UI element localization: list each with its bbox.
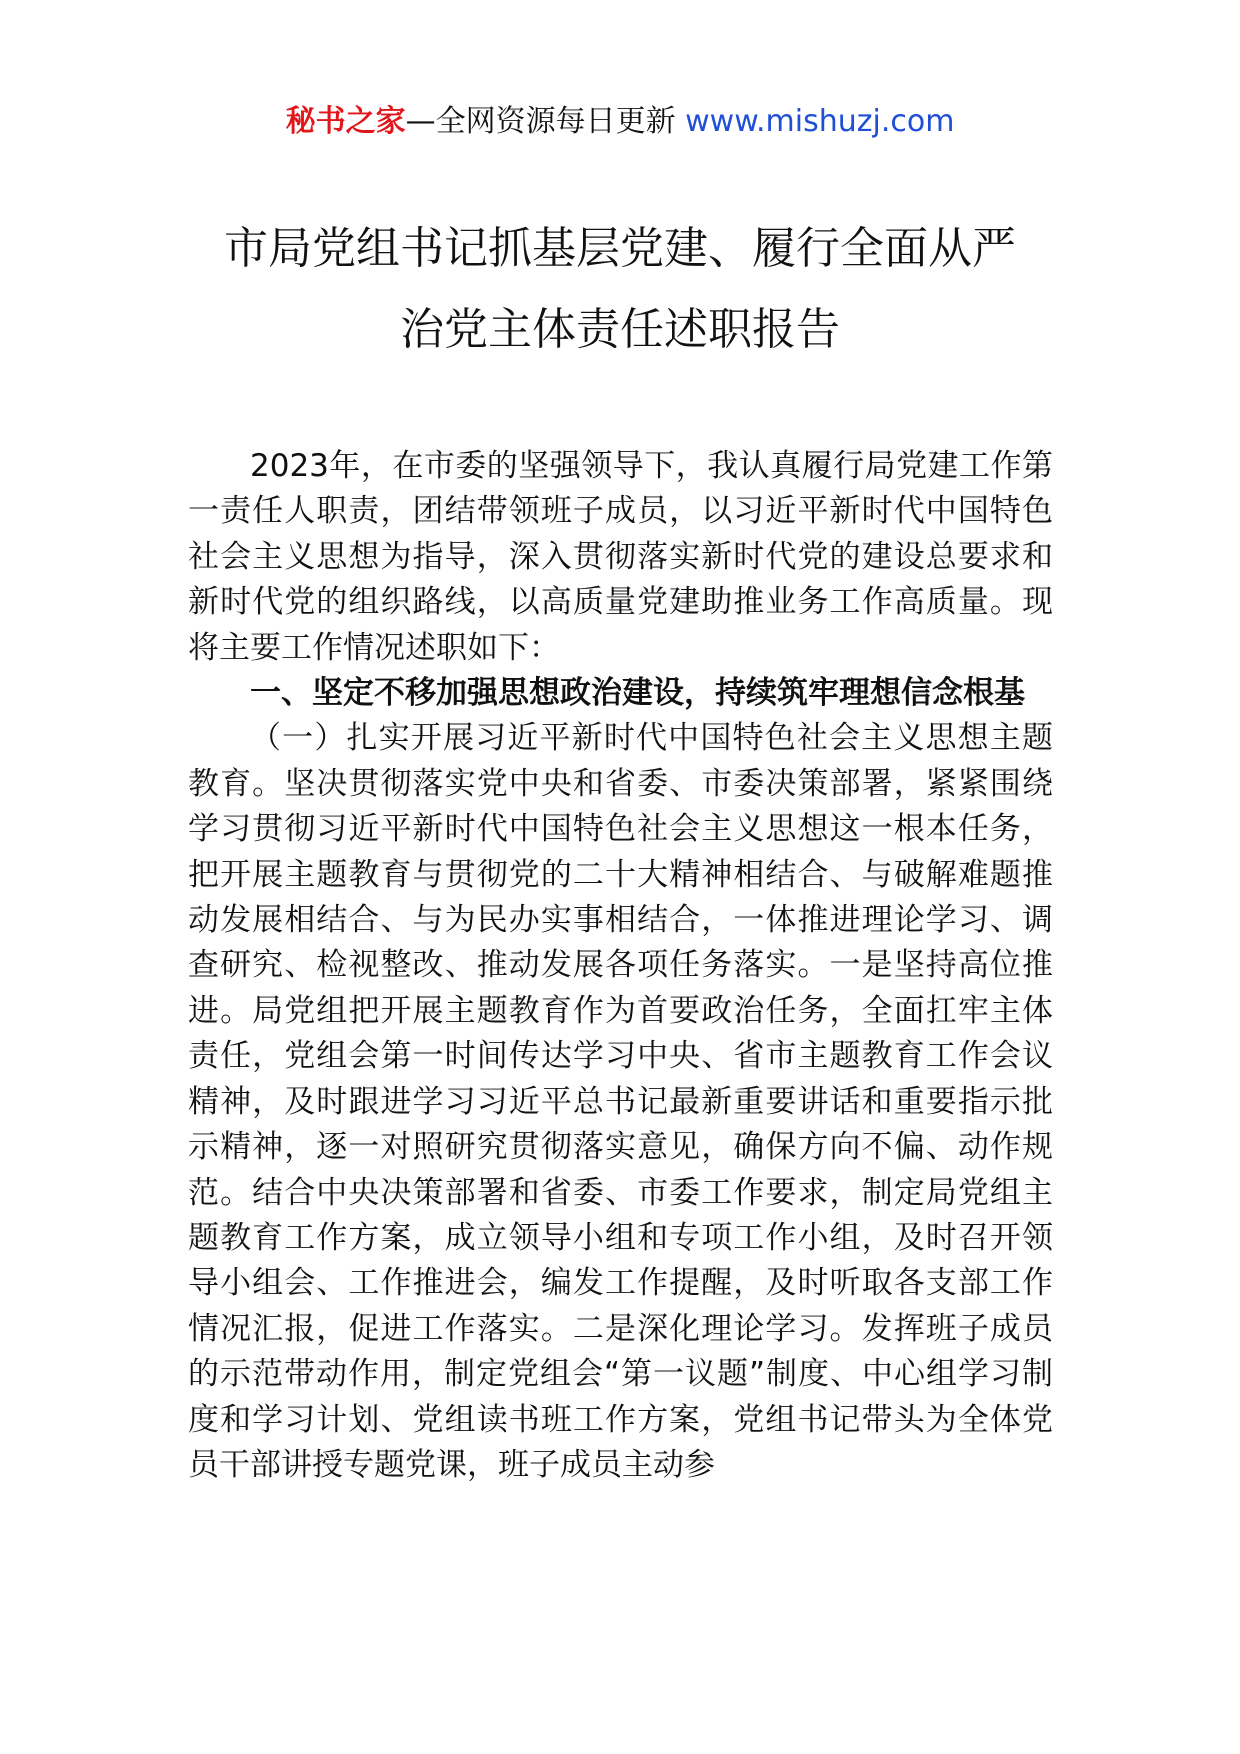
title-line-1: 市局党组书记抓基层党建、履行全面从严 <box>224 223 1016 274</box>
page-header <box>0 100 1240 144</box>
header-slogan: —全网资源每日更新 <box>405 104 676 139</box>
document-title <box>150 208 1090 370</box>
subsection-paragraph-1: （一）扎实开展习近平新时代中国特色社会主义思想主题教育。坚决贯彻落实党中央和省委、市委决策部署，紧紧围绕学习贯彻习近平新时代中国特色社会主义思想这一根本任务，把开展主题教育与贯彻党的二十大精神相结合、与破解难题推动发展相结合、与为民办实事相结合，一体推进理论学习、调查研究、检视整改、推动发展各项任务落实。一是坚持高位推进。局党组把开展主题教育作为首要政治任务，全面扛牢主体责任，党组会第一时间传达学习中央、省市主题教育工作会议精神，及时跟进学习习近平总书记最新重要讲话和重要指示批示精神，逐一对照研究贯彻落实意见，确保方向不偏、动作规范。结合中央决策部署和省委、市委工作要求，制定局党组主题教育工作方案，成立领导小组和专项工作小组，及时召开领导小组会、工作推进会，编发工作提醒，及时听取各支部工作情况汇报，促进工作落实。二是深化理论学习。发挥班子成员的示范带动作用，制定党组会“第一议题”制度、中心组学习制度和学习计划、党组读书班工作方案，党组书记带头为全体党员干部讲授专题党课，班子成员主动参 <box>188 720 1053 1483</box>
title-line-2: 治党主体责任述职报告 <box>400 304 840 355</box>
document-body <box>188 444 1053 1488</box>
website-link[interactable]: www.mishuzj.com <box>685 104 955 139</box>
brand-name: 秘书之家 <box>285 104 406 139</box>
section-heading-1: 一、坚定不移加强思想政治建设，持续筑牢理想信念根基 <box>250 675 1025 712</box>
intro-paragraph: 2023年，在市委的坚强领导下，我认真履行局党建工作第一责任人职责，团结带领班子成员，以习近平新时代中国特色社会主义思想为指导，深入贯彻落实新时代党的建设总要求和新时代党的组织路线，以高质量党建助推业务工作高质量。现将主要工作情况述职如下： <box>188 448 1053 666</box>
